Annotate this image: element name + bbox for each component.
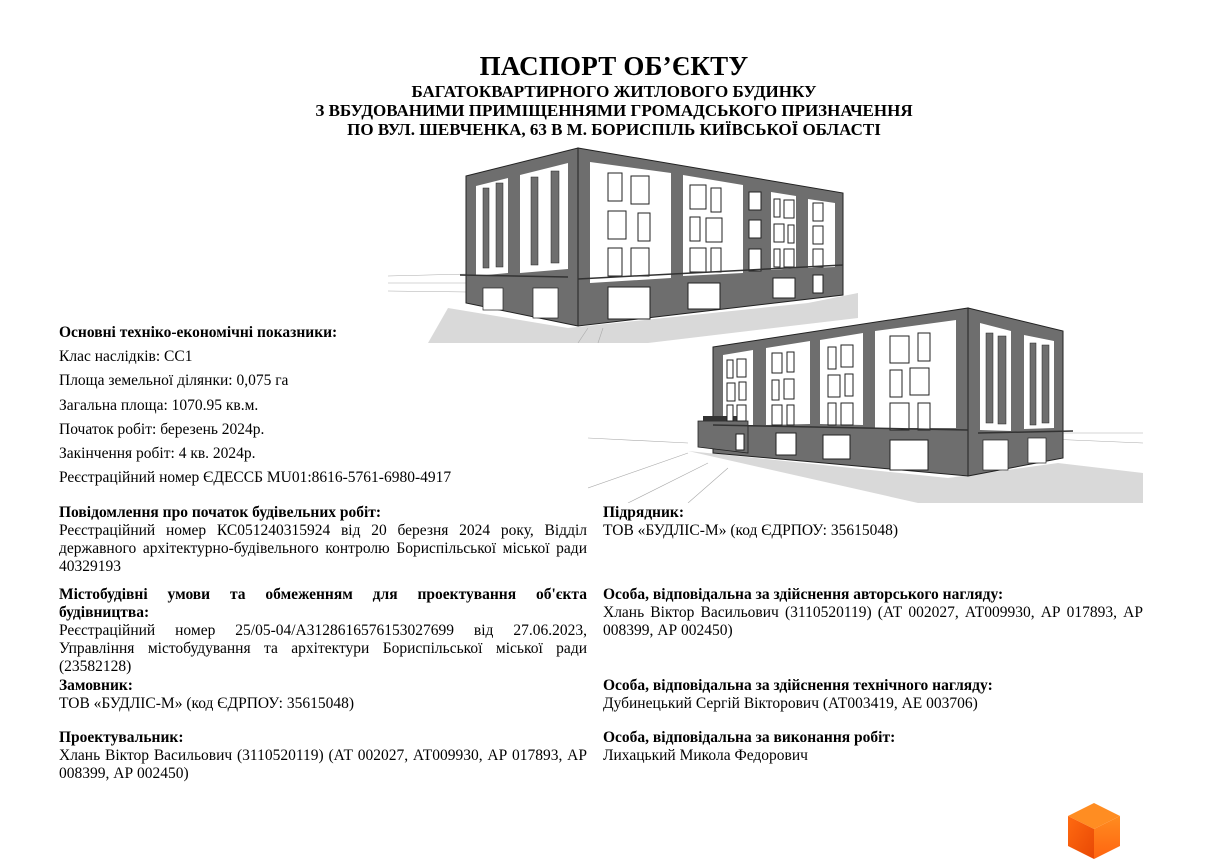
indicators-heading: Основні техніко-економічні показники: <box>59 324 338 341</box>
customer-label: Замовник: <box>59 677 133 694</box>
indicator-total-area: Загальна площа: 1070.95 кв.м. <box>59 396 259 414</box>
author-supervision-value: Хлань Віктор Васильович (3110520119) (АТ 002027, АТ009930, АР 017893, АР 008399, АР 002450) <box>603 604 1143 639</box>
indicator-end-date: Закінчення робіт: 4 кв. 2024р. <box>59 445 256 463</box>
technical-supervision-section <box>603 677 1143 713</box>
author-supervision-section <box>603 586 1143 640</box>
indicator-consequence-class: Клас наслідків: СС1 <box>59 348 193 365</box>
building-left-facade <box>460 148 578 326</box>
notice-value: Реєстраційний номер КС051240315924 від 20 березня 2024 року, Відділ державного архітектурно-будівельного контролю Бориспільської міської ради 40329193 <box>59 522 587 575</box>
technical-indicators <box>59 321 599 491</box>
contractor-label: Підрядник: <box>603 504 685 521</box>
customer-section <box>59 677 587 713</box>
document-subtitle-line-1: БАГАТОКВАРТИРНОГО ЖИТЛОВОГО БУДИНКУ <box>411 82 817 101</box>
document-subtitle-line-3: ПО ВУЛ. ШЕВЧЕНКА, 63 В М. БОРИСПІЛЬ КИЇВСЬКОЇ ОБЛАСТІ <box>347 120 881 139</box>
building-rendering-rear <box>588 303 1143 503</box>
author-supervision-label: Особа, відповідальна за здійснення авторського нагляду: <box>603 586 1004 603</box>
designer-section <box>59 729 587 783</box>
document-title: ПАСПОРТ ОБ’ЄКТУ <box>479 51 749 81</box>
designer-label: Проектувальник: <box>59 729 184 746</box>
indicator-start-date: Початок робіт: березень 2024р. <box>59 420 265 438</box>
indicator-land-area: Площа земельної ділянки: 0,075 га <box>59 372 289 390</box>
urban-value: Реєстраційний номер 25/05-04/А3128616576153027699 від 27.06.2023, Управління містобудування та архітектури Бориспільської міської ради (23582128) <box>59 622 587 675</box>
technical-supervision-value: Дубинецький Сергій Вікторович (АТ003419, АЕ 003706) <box>603 695 978 712</box>
designer-value: Хлань Віктор Васильович (3110520119) (АТ 002027, АТ009930, АР 017893, АР 008399, АР 002450) <box>59 747 587 782</box>
urban-label-line-1: Містобудівні умови та обмеженням для проектування об'єкта <box>59 586 587 603</box>
construction-start-notice <box>59 504 587 576</box>
works-responsible-value: Лихацький Микола Федорович <box>603 747 808 764</box>
contractor-value: ТОВ «БУДЛІС-М» (код ЄДРПОУ: 35615048) <box>603 522 898 539</box>
urban-label-line-2: будівництва: <box>59 604 150 621</box>
document-subtitle-line-2: З ВБУДОВАНИМИ ПРИМІЩЕННЯМИ ГРОМАДСЬКОГО ПРИЗНАЧЕННЯ <box>315 101 913 120</box>
technical-supervision-label: Особа, відповідальна за здійснення технічного нагляду: <box>603 677 993 694</box>
indicator-registration-number: Реєстраційний номер ЄДЕССБ MU01:8616-5761-6980-4917 <box>59 469 452 487</box>
works-responsible-label: Особа, відповідальна за виконання робіт: <box>603 729 896 746</box>
notice-label: Повідомлення про початок будівельних робіт: <box>59 504 382 521</box>
works-responsible-section <box>603 729 1143 765</box>
orange-cube-icon <box>1066 801 1122 861</box>
document-title-block <box>0 50 1228 139</box>
urban-planning-conditions <box>59 586 587 676</box>
contractor-section <box>603 504 1143 540</box>
customer-value: ТОВ «БУДЛІС-М» (код ЄДРПОУ: 35615048) <box>59 695 354 712</box>
